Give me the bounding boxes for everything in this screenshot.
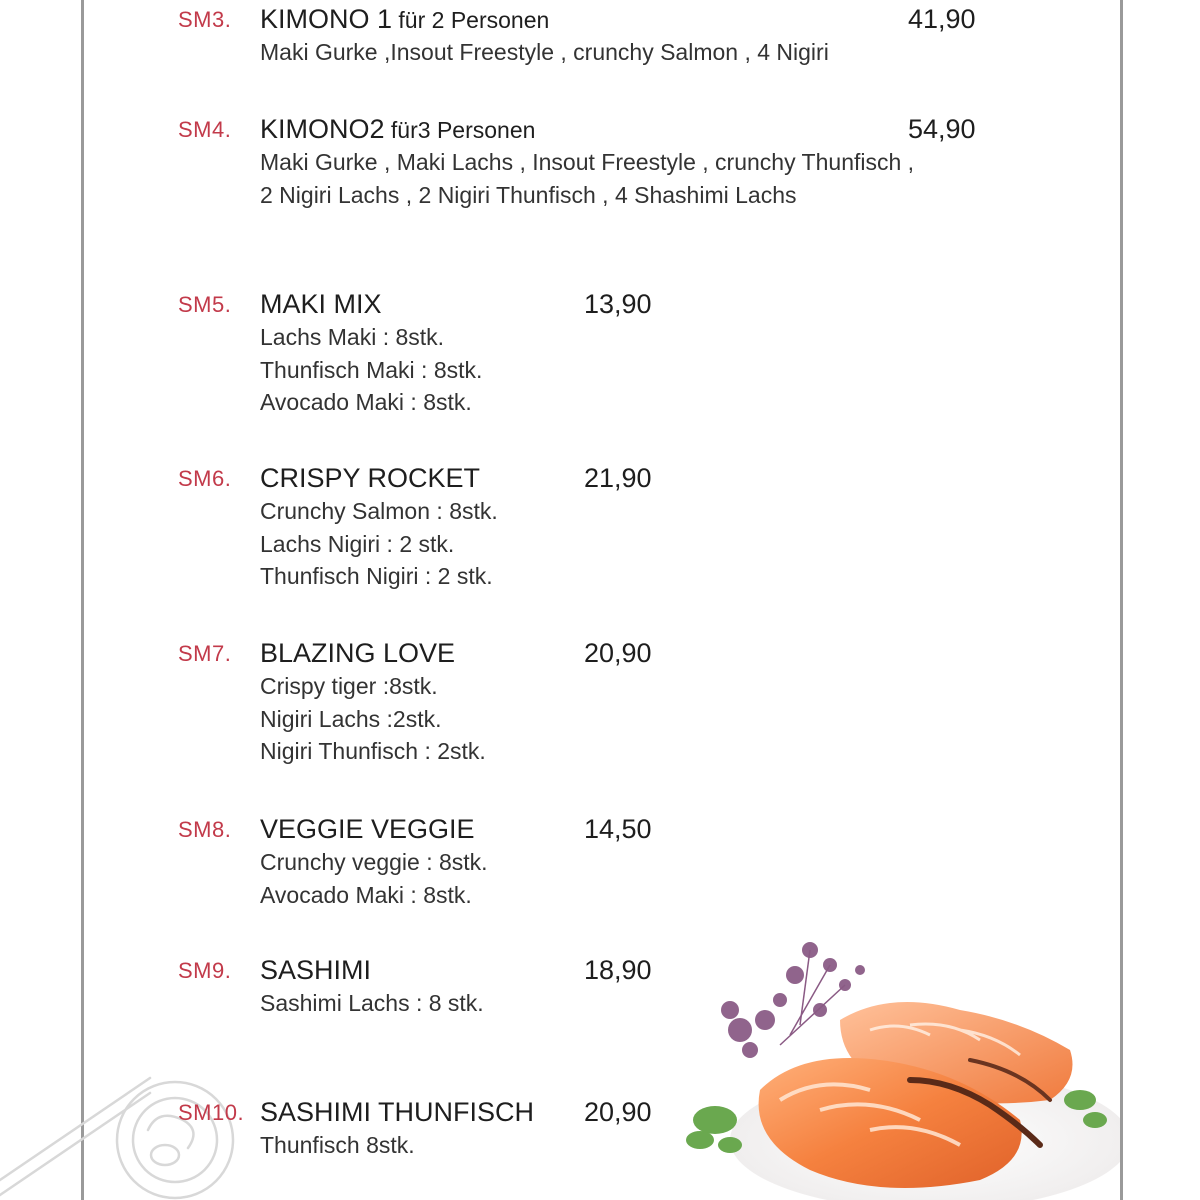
item-title: SASHIMI THUNFISCH	[260, 1097, 535, 1127]
item-title: SASHIMI	[260, 955, 372, 985]
description-line: Crunchy Salmon : 8stk.	[260, 498, 498, 524]
description-line: Avocado Maki : 8stk.	[260, 881, 472, 908]
item-code: SM5.	[178, 292, 232, 317]
frame-border-right	[1120, 0, 1123, 1200]
item-title: CRISPY ROCKET	[260, 463, 481, 493]
item-title: VEGGIE VEGGIE	[260, 814, 475, 844]
item-description	[260, 36, 829, 69]
description-line: Thunfisch Nigiri : 2 stk.	[260, 563, 493, 589]
item-price: 54,90	[908, 114, 976, 144]
description-line: Thunfisch Maki : 8stk.	[260, 356, 483, 383]
item-name	[260, 814, 475, 845]
item-name	[260, 955, 371, 986]
salmon-sashimi-photo	[670, 930, 1120, 1200]
item-name	[260, 114, 535, 145]
item-description	[260, 1129, 415, 1162]
item-title: KIMONO 1	[260, 4, 393, 34]
description-line: Avocado Maki : 8stk.	[260, 389, 472, 415]
description-line: Crispy tiger :8stk.	[260, 673, 438, 699]
item-description	[260, 846, 488, 911]
description-line: 2 Nigiri Lachs , 2 Nigiri Thunfisch , 4 Shashimi Lachs	[260, 181, 797, 208]
item-price: 41,90	[908, 4, 976, 34]
description-line: Nigiri Thunfisch : 2stk.	[260, 738, 486, 764]
item-name	[260, 638, 455, 669]
item-price: 20,90	[584, 638, 652, 668]
item-price: 20,90	[584, 1097, 652, 1127]
item-code: SM9.	[178, 958, 232, 983]
item-servings: für 2 Personen	[392, 7, 550, 33]
item-description	[260, 321, 482, 419]
item-price: 14,50	[584, 814, 652, 844]
item-code: SM7.	[178, 641, 232, 666]
item-code: SM6.	[178, 466, 232, 491]
item-code: SM10.	[178, 1100, 245, 1125]
item-name	[260, 463, 480, 494]
description-line: Thunfisch 8stk.	[260, 1132, 415, 1158]
chopsticks-watermark-icon	[0, 1060, 260, 1200]
item-price: 13,90	[584, 289, 652, 319]
item-price: 18,90	[584, 955, 652, 985]
description-line: Lachs Maki : 8stk.	[260, 324, 445, 350]
item-description	[260, 987, 484, 1020]
item-price: 21,90	[584, 463, 652, 493]
description-line: Lachs Nigiri : 2 stk.	[260, 530, 455, 557]
item-description	[260, 146, 914, 211]
description-line: Maki Gurke ,Insout Freestyle , crunchy Salmon , 4 Nigiri	[260, 39, 829, 65]
item-title: BLAZING LOVE	[260, 638, 456, 668]
item-description	[260, 495, 498, 593]
item-description	[260, 670, 486, 768]
description-line: Maki Gurke , Maki Lachs , Insout Freestyle , crunchy Thunfisch ,	[260, 149, 915, 175]
item-code: SM3.	[178, 7, 232, 32]
item-title: MAKI MIX	[260, 289, 382, 319]
description-line: Nigiri Lachs :2stk.	[260, 705, 442, 732]
item-name	[260, 289, 382, 320]
item-code: SM8.	[178, 817, 232, 842]
item-code: SM4.	[178, 117, 232, 142]
item-name	[260, 1097, 534, 1128]
item-name	[260, 4, 549, 35]
frame-border-left	[81, 0, 84, 1200]
item-title: KIMONO2	[260, 114, 385, 144]
item-servings: für3 Personen	[384, 117, 536, 143]
description-line: Crunchy veggie : 8stk.	[260, 849, 488, 875]
description-line: Sashimi Lachs : 8 stk.	[260, 990, 484, 1016]
